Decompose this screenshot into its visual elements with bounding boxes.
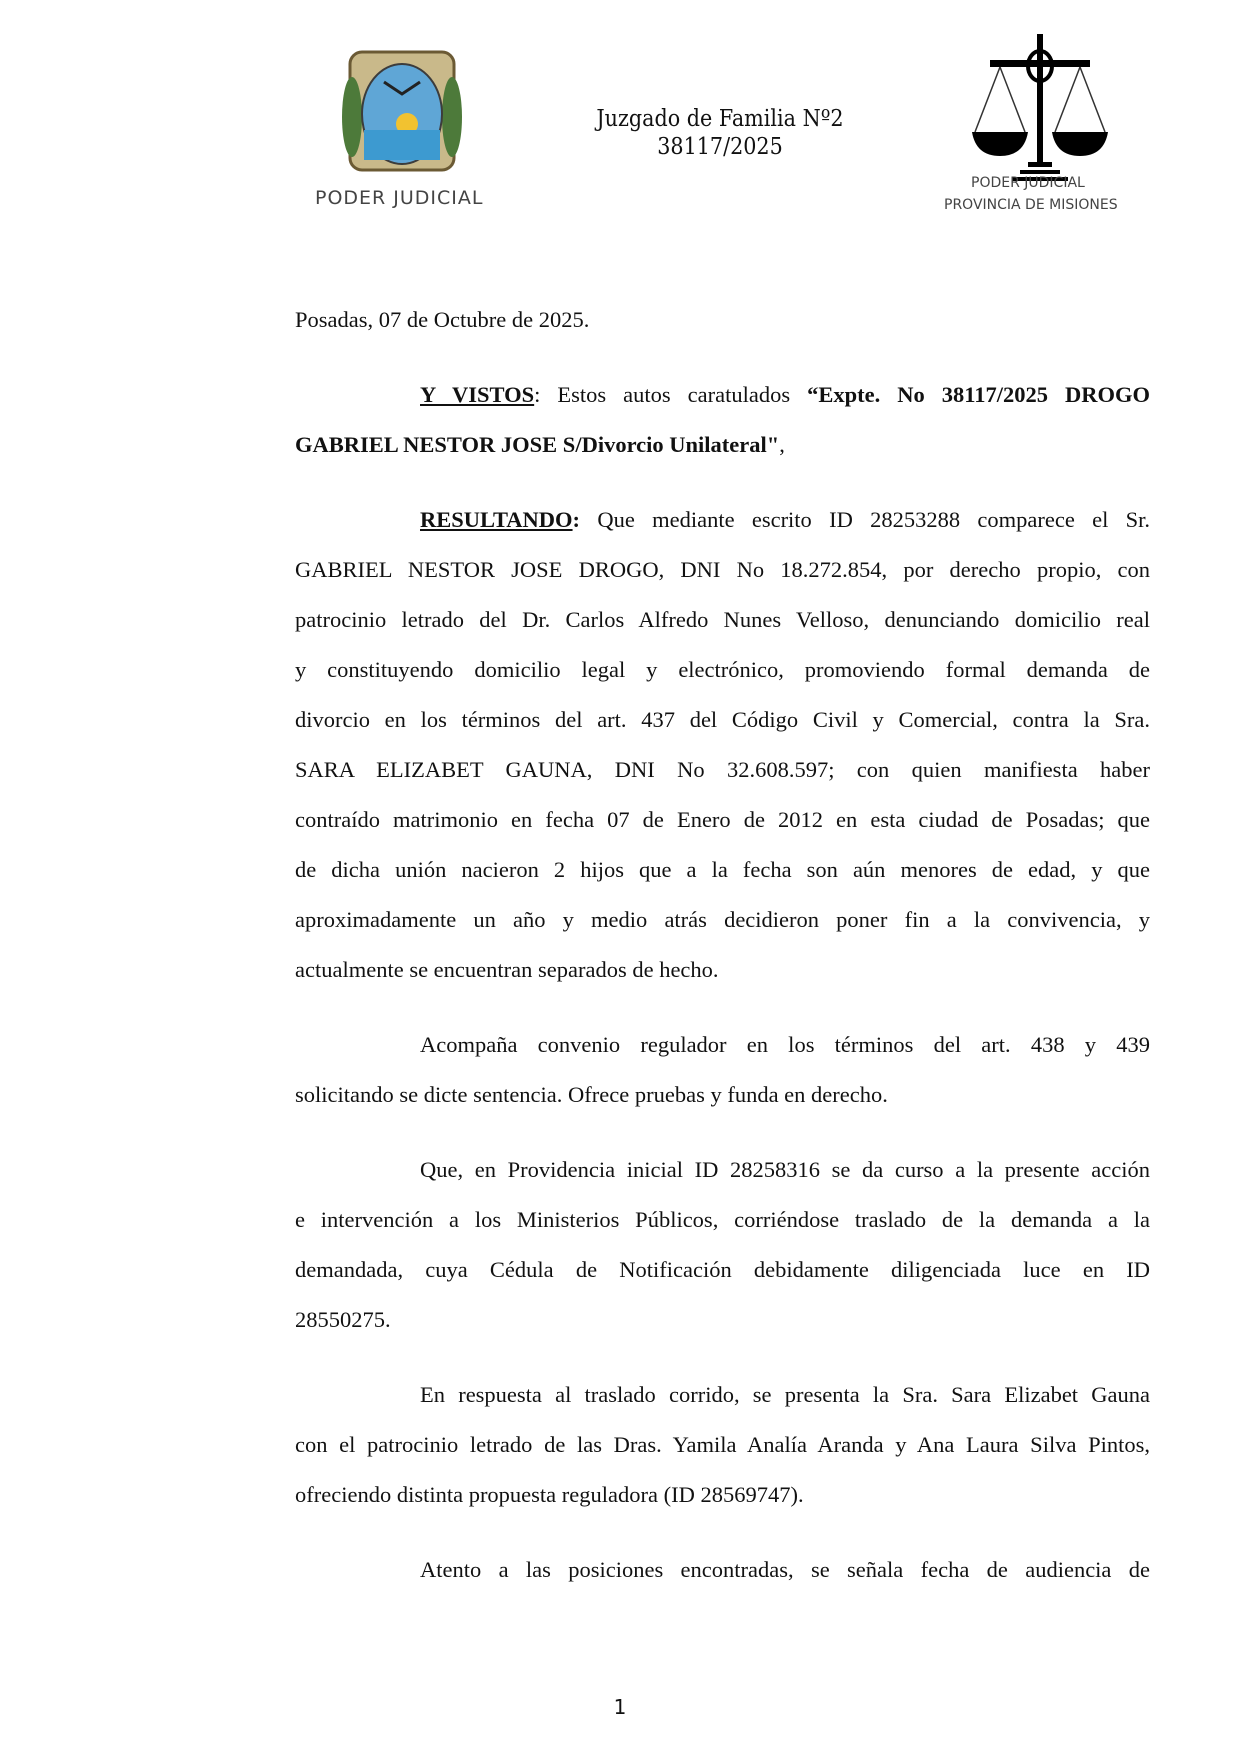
paragraph	[295, 1152, 1150, 1352]
text-segment: e intervención a los Ministerios Públicos, corriéndose traslado de la demanda a la	[295, 1207, 1150, 1232]
text-segment: solicitando se dicte sentencia. Ofrece pruebas y funda en derecho.	[295, 1082, 888, 1107]
document-header	[576, 105, 864, 161]
text-segment: patrocinio letrado del Dr. Carlos Alfredo Nunes Velloso, denunciando domicilio real	[295, 607, 1150, 632]
text-segment: GABRIEL NESTOR JOSE S/Divorcio Unilateral"	[295, 432, 780, 457]
left-logo-caption: PODER JUDICIAL	[315, 187, 484, 209]
paragraph	[295, 1552, 1150, 1602]
text-segment: : Estos autos caratulados	[534, 382, 808, 407]
text-line	[295, 652, 1150, 702]
text-segment: En respuesta al traslado corrido, se presenta la Sra. Sara Elizabet Gauna	[420, 1382, 1150, 1407]
text-segment: aproximadamente un año y medio atrás decidieron poner fin a la convivencia, y	[295, 907, 1150, 932]
text-line	[295, 302, 1150, 352]
text-segment: ofreciendo distinta propuesta reguladora (ID 28569747).	[295, 1482, 804, 1507]
text-line	[295, 1302, 1150, 1352]
paragraph	[295, 502, 1150, 1002]
section-heading: RESULTANDO	[420, 507, 573, 532]
text-segment: ,	[779, 432, 785, 457]
text-segment: demandada, cuya Cédula de Notificación debidamente diligenciada luce en ID	[295, 1257, 1150, 1282]
page-number: 1	[613, 1695, 627, 1719]
text-line	[295, 427, 1150, 477]
paragraph	[295, 1377, 1150, 1527]
text-segment: Atento a las posiciones encontradas, se señala fecha de audiencia de	[420, 1557, 1150, 1582]
text-line	[295, 377, 1150, 427]
text-line	[295, 952, 1150, 1002]
text-segment: contraído matrimonio en fecha 07 de Enero de 2012 en esta ciudad de Posadas; que	[295, 807, 1150, 832]
text-line	[295, 1552, 1150, 1602]
text-segment: actualmente se encuentran separados de hecho.	[295, 957, 719, 982]
provincia-misiones-seal-logo	[312, 42, 502, 217]
text-segment: y constituyendo domicilio legal y electrónico, promoviendo formal demanda de	[295, 657, 1150, 682]
paragraph	[295, 377, 1150, 477]
text-line	[295, 1202, 1150, 1252]
text-segment: de dicha unión nacieron 2 hijos que a la fecha son aún menores de edad, y que	[295, 857, 1150, 882]
text-segment: Acompaña convenio regulador en los términos del art. 438 y 439	[420, 1032, 1150, 1057]
text-segment: SARA ELIZABET GAUNA, DNI No 32.608.597; con quien manifiesta haber	[295, 757, 1150, 782]
text-segment: divorcio en los términos del art. 437 del Código Civil y Comercial, contra la Sra.	[295, 707, 1150, 732]
text-segment: 28550275.	[295, 1307, 391, 1332]
case-number: 38117/2025	[657, 134, 783, 160]
text-line	[295, 1152, 1150, 1202]
document-body	[295, 302, 1150, 1627]
text-line	[295, 802, 1150, 852]
text-segment: Posadas, 07 de Octubre de 2025.	[295, 307, 590, 332]
text-line	[295, 1252, 1150, 1302]
right-logo-caption-1: PODER JUDICIAL	[971, 175, 1085, 191]
text-segment: :	[572, 507, 581, 532]
text-line	[295, 1477, 1150, 1527]
scales-of-justice-logo	[940, 32, 1140, 217]
section-heading: Y VISTOS	[420, 382, 535, 407]
text-line	[295, 902, 1150, 952]
text-line	[295, 852, 1150, 902]
text-line	[295, 1427, 1150, 1477]
text-line	[295, 1027, 1150, 1077]
text-segment: “Expte. No 38117/2025 DROGO	[807, 382, 1150, 407]
paragraph	[295, 1027, 1150, 1127]
text-segment: GABRIEL NESTOR JOSE DROGO, DNI No 18.272.854, por derecho propio, con	[295, 557, 1150, 582]
text-line	[295, 702, 1150, 752]
text-line	[295, 502, 1150, 552]
text-line	[295, 1077, 1150, 1127]
text-line	[295, 1377, 1150, 1427]
text-line	[295, 752, 1150, 802]
text-line	[295, 552, 1150, 602]
paragraph	[295, 302, 1150, 352]
text-line	[295, 602, 1150, 652]
text-segment: Que mediante escrito ID 28253288 comparece el Sr.	[580, 507, 1150, 532]
court-name: Juzgado de Familia Nº2	[596, 106, 844, 132]
right-logo-caption-2: PROVINCIA DE MISIONES	[944, 197, 1118, 213]
text-segment: Que, en Providencia inicial ID 28258316 se da curso a la presente acción	[420, 1157, 1150, 1182]
text-segment: con el patrocinio letrado de las Dras. Yamila Analía Aranda y Ana Laura Silva Pintos,	[295, 1432, 1150, 1457]
